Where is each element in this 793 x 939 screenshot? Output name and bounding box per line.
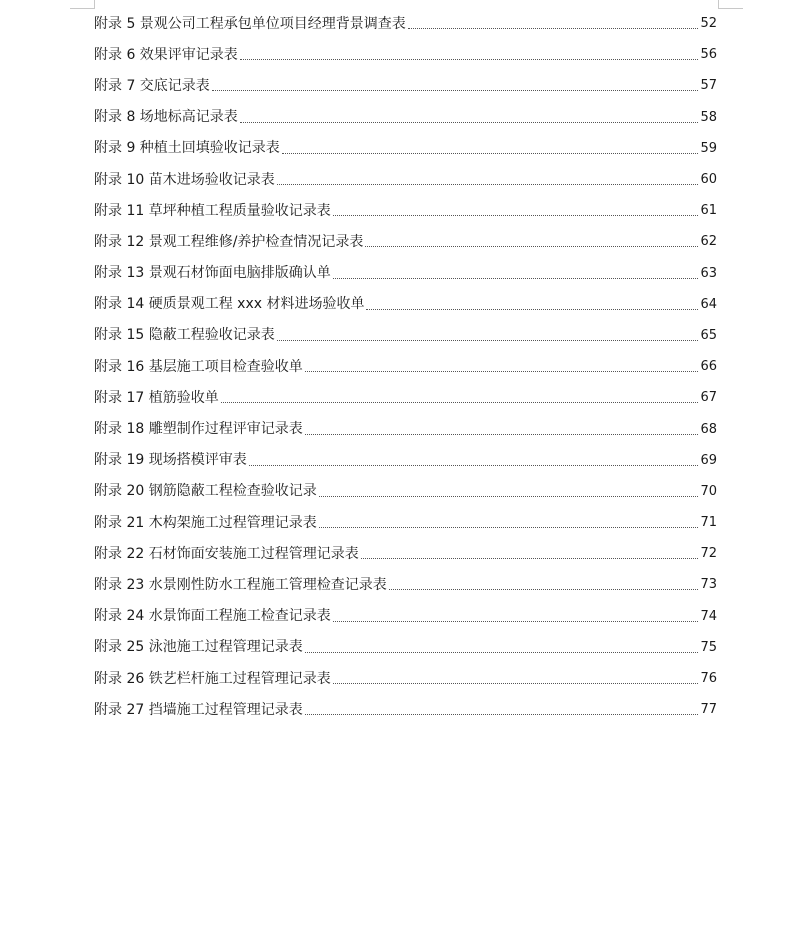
toc-entry[interactable] — [94, 8, 717, 39]
toc-entry[interactable] — [94, 258, 717, 289]
toc-dot-leader — [240, 59, 699, 60]
toc-entry-title[interactable]: 附录 9 种植土回填验收记录表 — [94, 140, 280, 157]
toc-entry-title[interactable]: 附录 25 泳池施工过程管理记录表 — [94, 639, 303, 656]
toc-entry[interactable] — [94, 632, 717, 663]
toc-entry-title[interactable]: 附录 21 木构架施工过程管理记录表 — [94, 514, 317, 531]
toc-entry-page-number[interactable]: 67 — [700, 390, 717, 406]
toc-dot-leader — [240, 122, 699, 123]
toc-entry[interactable] — [94, 70, 717, 101]
toc-dot-leader — [221, 402, 699, 403]
toc-entry[interactable] — [94, 133, 717, 164]
toc-entry[interactable] — [94, 226, 717, 257]
toc-dot-leader — [277, 184, 699, 185]
toc-dot-leader — [249, 465, 699, 466]
toc-entry-title[interactable]: 附录 23 水景刚性防水工程施工管理检查记录表 — [94, 576, 387, 593]
toc-entry[interactable] — [94, 102, 717, 133]
toc-dot-leader — [389, 589, 699, 590]
toc-entry-title[interactable]: 附录 12 景观工程维修/养护检查情况记录表 — [94, 233, 364, 250]
toc-entry[interactable] — [94, 382, 717, 413]
toc-entry-page-number[interactable]: 58 — [700, 109, 717, 125]
toc-dot-leader — [212, 90, 699, 91]
toc-entry-page-number[interactable]: 76 — [700, 671, 717, 687]
toc-entry-title[interactable]: 附录 22 石材饰面安装施工过程管理记录表 — [94, 545, 359, 562]
toc-entry-title[interactable]: 附录 6 效果评审记录表 — [94, 46, 238, 63]
toc-entry-title[interactable]: 附录 17 植筋验收单 — [94, 389, 219, 406]
toc-entry[interactable] — [94, 507, 717, 538]
toc-entry[interactable] — [94, 195, 717, 226]
toc-entry-page-number[interactable]: 73 — [700, 577, 717, 593]
toc-dot-leader — [361, 558, 699, 559]
toc-entry-title[interactable]: 附录 16 基层施工项目检查验收单 — [94, 358, 303, 375]
toc-entry-title[interactable]: 附录 24 水景饰面工程施工检查记录表 — [94, 608, 331, 625]
toc-dot-leader — [282, 153, 699, 154]
toc-entry-title[interactable]: 附录 14 硬质景观工程 xxx 材料进场验收单 — [94, 296, 365, 313]
toc-entry-page-number[interactable]: 70 — [700, 483, 717, 499]
toc-entry-title[interactable]: 附录 18 雕塑制作过程评审记录表 — [94, 421, 303, 438]
toc-entry-page-number[interactable]: 72 — [700, 546, 717, 562]
page-corner-mark-left — [70, 0, 95, 9]
toc-entry-page-number[interactable]: 65 — [700, 327, 717, 343]
toc-entry-page-number[interactable]: 77 — [700, 702, 717, 718]
toc-entry-title[interactable]: 附录 27 挡墙施工过程管理记录表 — [94, 701, 303, 718]
toc-dot-leader — [305, 371, 699, 372]
toc-entry-title[interactable]: 附录 8 场地标高记录表 — [94, 109, 238, 126]
page-corner-mark-right — [718, 0, 743, 9]
toc-entry-page-number[interactable]: 69 — [700, 452, 717, 468]
toc-entry[interactable] — [94, 39, 717, 70]
toc-entry-title[interactable]: 附录 7 交底记录表 — [94, 77, 210, 94]
toc-entry[interactable] — [94, 445, 717, 476]
toc-entry[interactable] — [94, 476, 717, 507]
toc-dot-leader — [333, 215, 699, 216]
toc-entry[interactable] — [94, 351, 717, 382]
toc-entry-page-number[interactable]: 59 — [700, 140, 717, 156]
toc-entry-page-number[interactable]: 52 — [700, 16, 717, 32]
toc-dot-leader — [305, 434, 699, 435]
toc-entry-page-number[interactable]: 61 — [700, 203, 717, 219]
toc-dot-leader — [333, 278, 699, 279]
toc-entry-title[interactable]: 附录 15 隐蔽工程验收记录表 — [94, 327, 275, 344]
toc-entry-page-number[interactable]: 56 — [700, 47, 717, 63]
toc-entry-page-number[interactable]: 57 — [700, 78, 717, 94]
toc-dot-leader — [365, 246, 698, 247]
toc-dot-leader — [319, 496, 699, 497]
toc-dot-leader — [366, 309, 698, 310]
toc-entry[interactable] — [94, 601, 717, 632]
toc-entry-title[interactable]: 附录 11 草坪种植工程质量验收记录表 — [94, 202, 331, 219]
toc-entry-title[interactable]: 附录 20 钢筋隐蔽工程检查验收记录 — [94, 483, 317, 500]
toc-entry[interactable] — [94, 569, 717, 600]
toc-entry[interactable] — [94, 164, 717, 195]
toc-entry-page-number[interactable]: 74 — [700, 608, 717, 624]
toc-entry[interactable] — [94, 413, 717, 444]
toc-entry-page-number[interactable]: 64 — [700, 296, 717, 312]
toc-dot-leader — [333, 621, 699, 622]
toc-entry[interactable] — [94, 694, 717, 725]
toc-entry-page-number[interactable]: 63 — [700, 265, 717, 281]
toc-entry-page-number[interactable]: 71 — [700, 515, 717, 531]
toc-entry[interactable] — [94, 538, 717, 569]
toc-dot-leader — [277, 340, 699, 341]
toc-entry[interactable] — [94, 663, 717, 694]
toc-entry[interactable] — [94, 289, 717, 320]
toc-dot-leader — [333, 683, 699, 684]
toc-entry-page-number[interactable]: 75 — [700, 639, 717, 655]
toc-entry-title[interactable]: 附录 13 景观石材饰面电脑排版确认单 — [94, 265, 331, 282]
toc-entry-title[interactable]: 附录 5 景观公司工程承包单位项目经理背景调查表 — [94, 15, 406, 32]
toc-entry-page-number[interactable]: 60 — [700, 172, 717, 188]
table-of-contents — [94, 8, 717, 725]
toc-entry-page-number[interactable]: 62 — [700, 234, 717, 250]
toc-entry-page-number[interactable]: 66 — [700, 359, 717, 375]
toc-entry-title[interactable]: 附录 19 现场搭模评审表 — [94, 452, 247, 469]
toc-entry-title[interactable]: 附录 10 苗木进场验收记录表 — [94, 171, 275, 188]
toc-dot-leader — [319, 527, 699, 528]
toc-dot-leader — [305, 652, 699, 653]
toc-entry-page-number[interactable]: 68 — [700, 421, 717, 437]
toc-entry[interactable] — [94, 320, 717, 351]
toc-dot-leader — [305, 714, 699, 715]
toc-entry-title[interactable]: 附录 26 铁艺栏杆施工过程管理记录表 — [94, 670, 331, 687]
toc-dot-leader — [408, 28, 699, 29]
